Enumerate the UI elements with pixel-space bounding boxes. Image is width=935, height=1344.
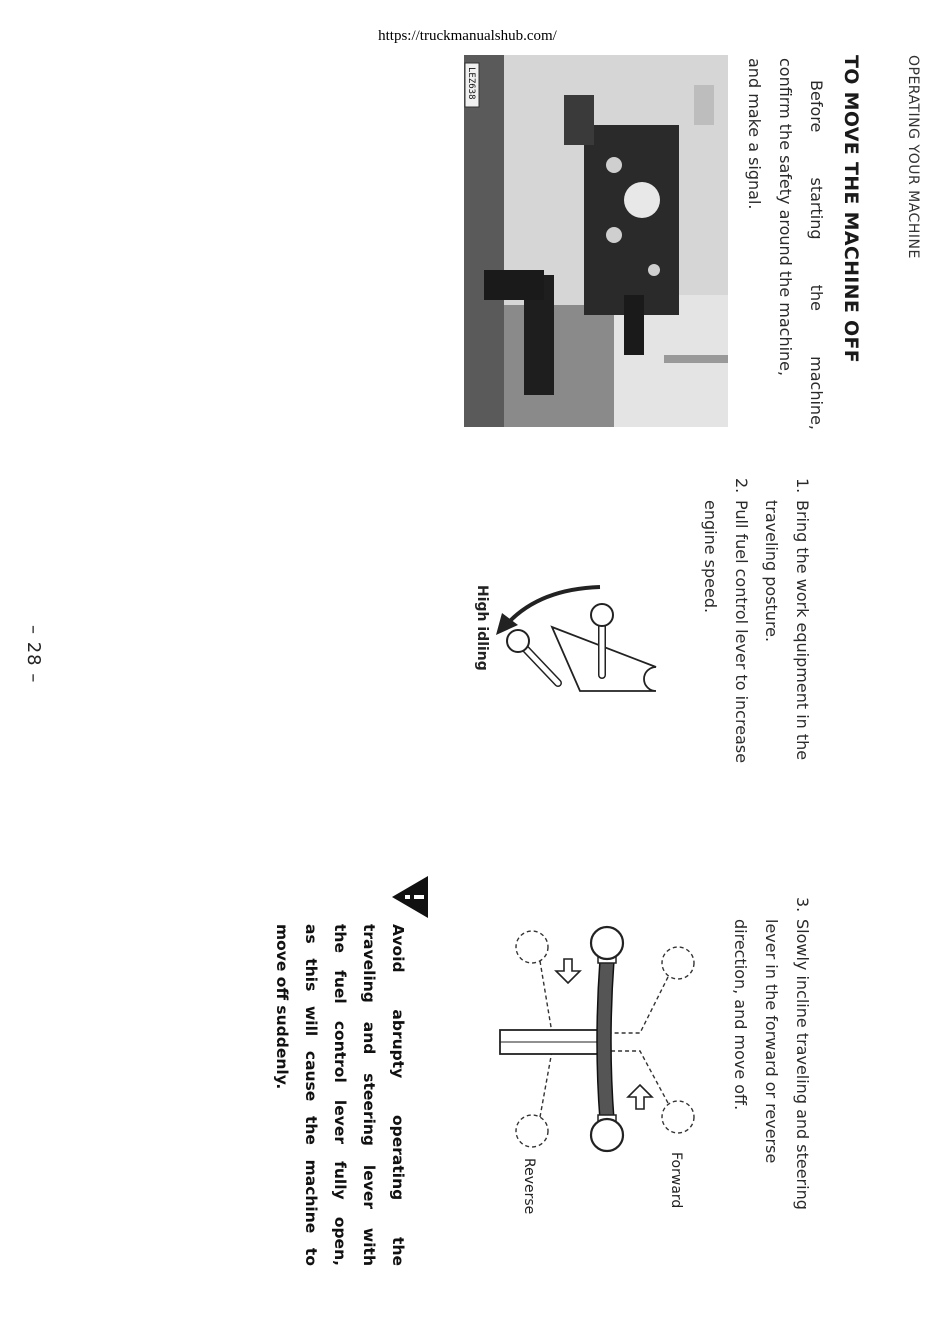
travel-lever-diagram [490, 925, 700, 1185]
page-number: – 28 – [23, 625, 44, 684]
page-header: OPERATING YOUR MACHINE [905, 55, 921, 259]
step-2 [695, 478, 757, 763]
reverse-label: Reverse [521, 1158, 537, 1215]
step-2-line-2: engine speed. [701, 500, 720, 614]
forward-label: Forward [668, 1152, 684, 1209]
intro-line-1: Before starting the machine, [807, 80, 826, 430]
section-title: TO MOVE THE MACHINE OFF [840, 55, 862, 364]
step-3-line-2: lever in the forward or reverse [762, 919, 781, 1164]
step-1-line-2: traveling posture. [762, 500, 781, 643]
source-url[interactable]: https://truckmanualshub.com/ [378, 28, 557, 44]
warning-line-5: move off suddenly. [273, 924, 291, 1090]
step-3 [725, 897, 818, 1210]
photo-code: LEZ638 [466, 67, 476, 100]
step-1-number: 1. [793, 478, 812, 494]
warning-line-1: Avoid abrupty operating the [389, 924, 407, 1266]
step-2-line-1: Pull fuel control lever to increase [732, 500, 751, 764]
intro-line-2: confirm the safety around the machine, [776, 58, 795, 377]
warning-line-2: traveling and steering lever with [360, 924, 378, 1266]
warning-text [267, 924, 412, 1266]
intro-line-3: and make a signal. [745, 58, 764, 210]
high-idling-label: High idling [474, 585, 490, 671]
warning-line-3: the fuel control lever fully open, [331, 924, 349, 1266]
cab-photo [464, 55, 728, 427]
warning-line-4: as this will cause the machine to [302, 924, 320, 1266]
step-1-line-1: Bring the work equipment in the [793, 500, 812, 761]
step-2-number: 2. [732, 478, 751, 494]
intro-paragraph [739, 58, 832, 430]
fuel-lever-diagram [490, 575, 690, 745]
step-3-line-3: direction, and move off. [731, 919, 750, 1111]
warning-triangle-icon [392, 876, 428, 918]
step-3-number: 3. [793, 897, 812, 913]
step-1 [756, 478, 818, 760]
step-3-line-1: Slowly incline traveling and steering [793, 919, 812, 1210]
